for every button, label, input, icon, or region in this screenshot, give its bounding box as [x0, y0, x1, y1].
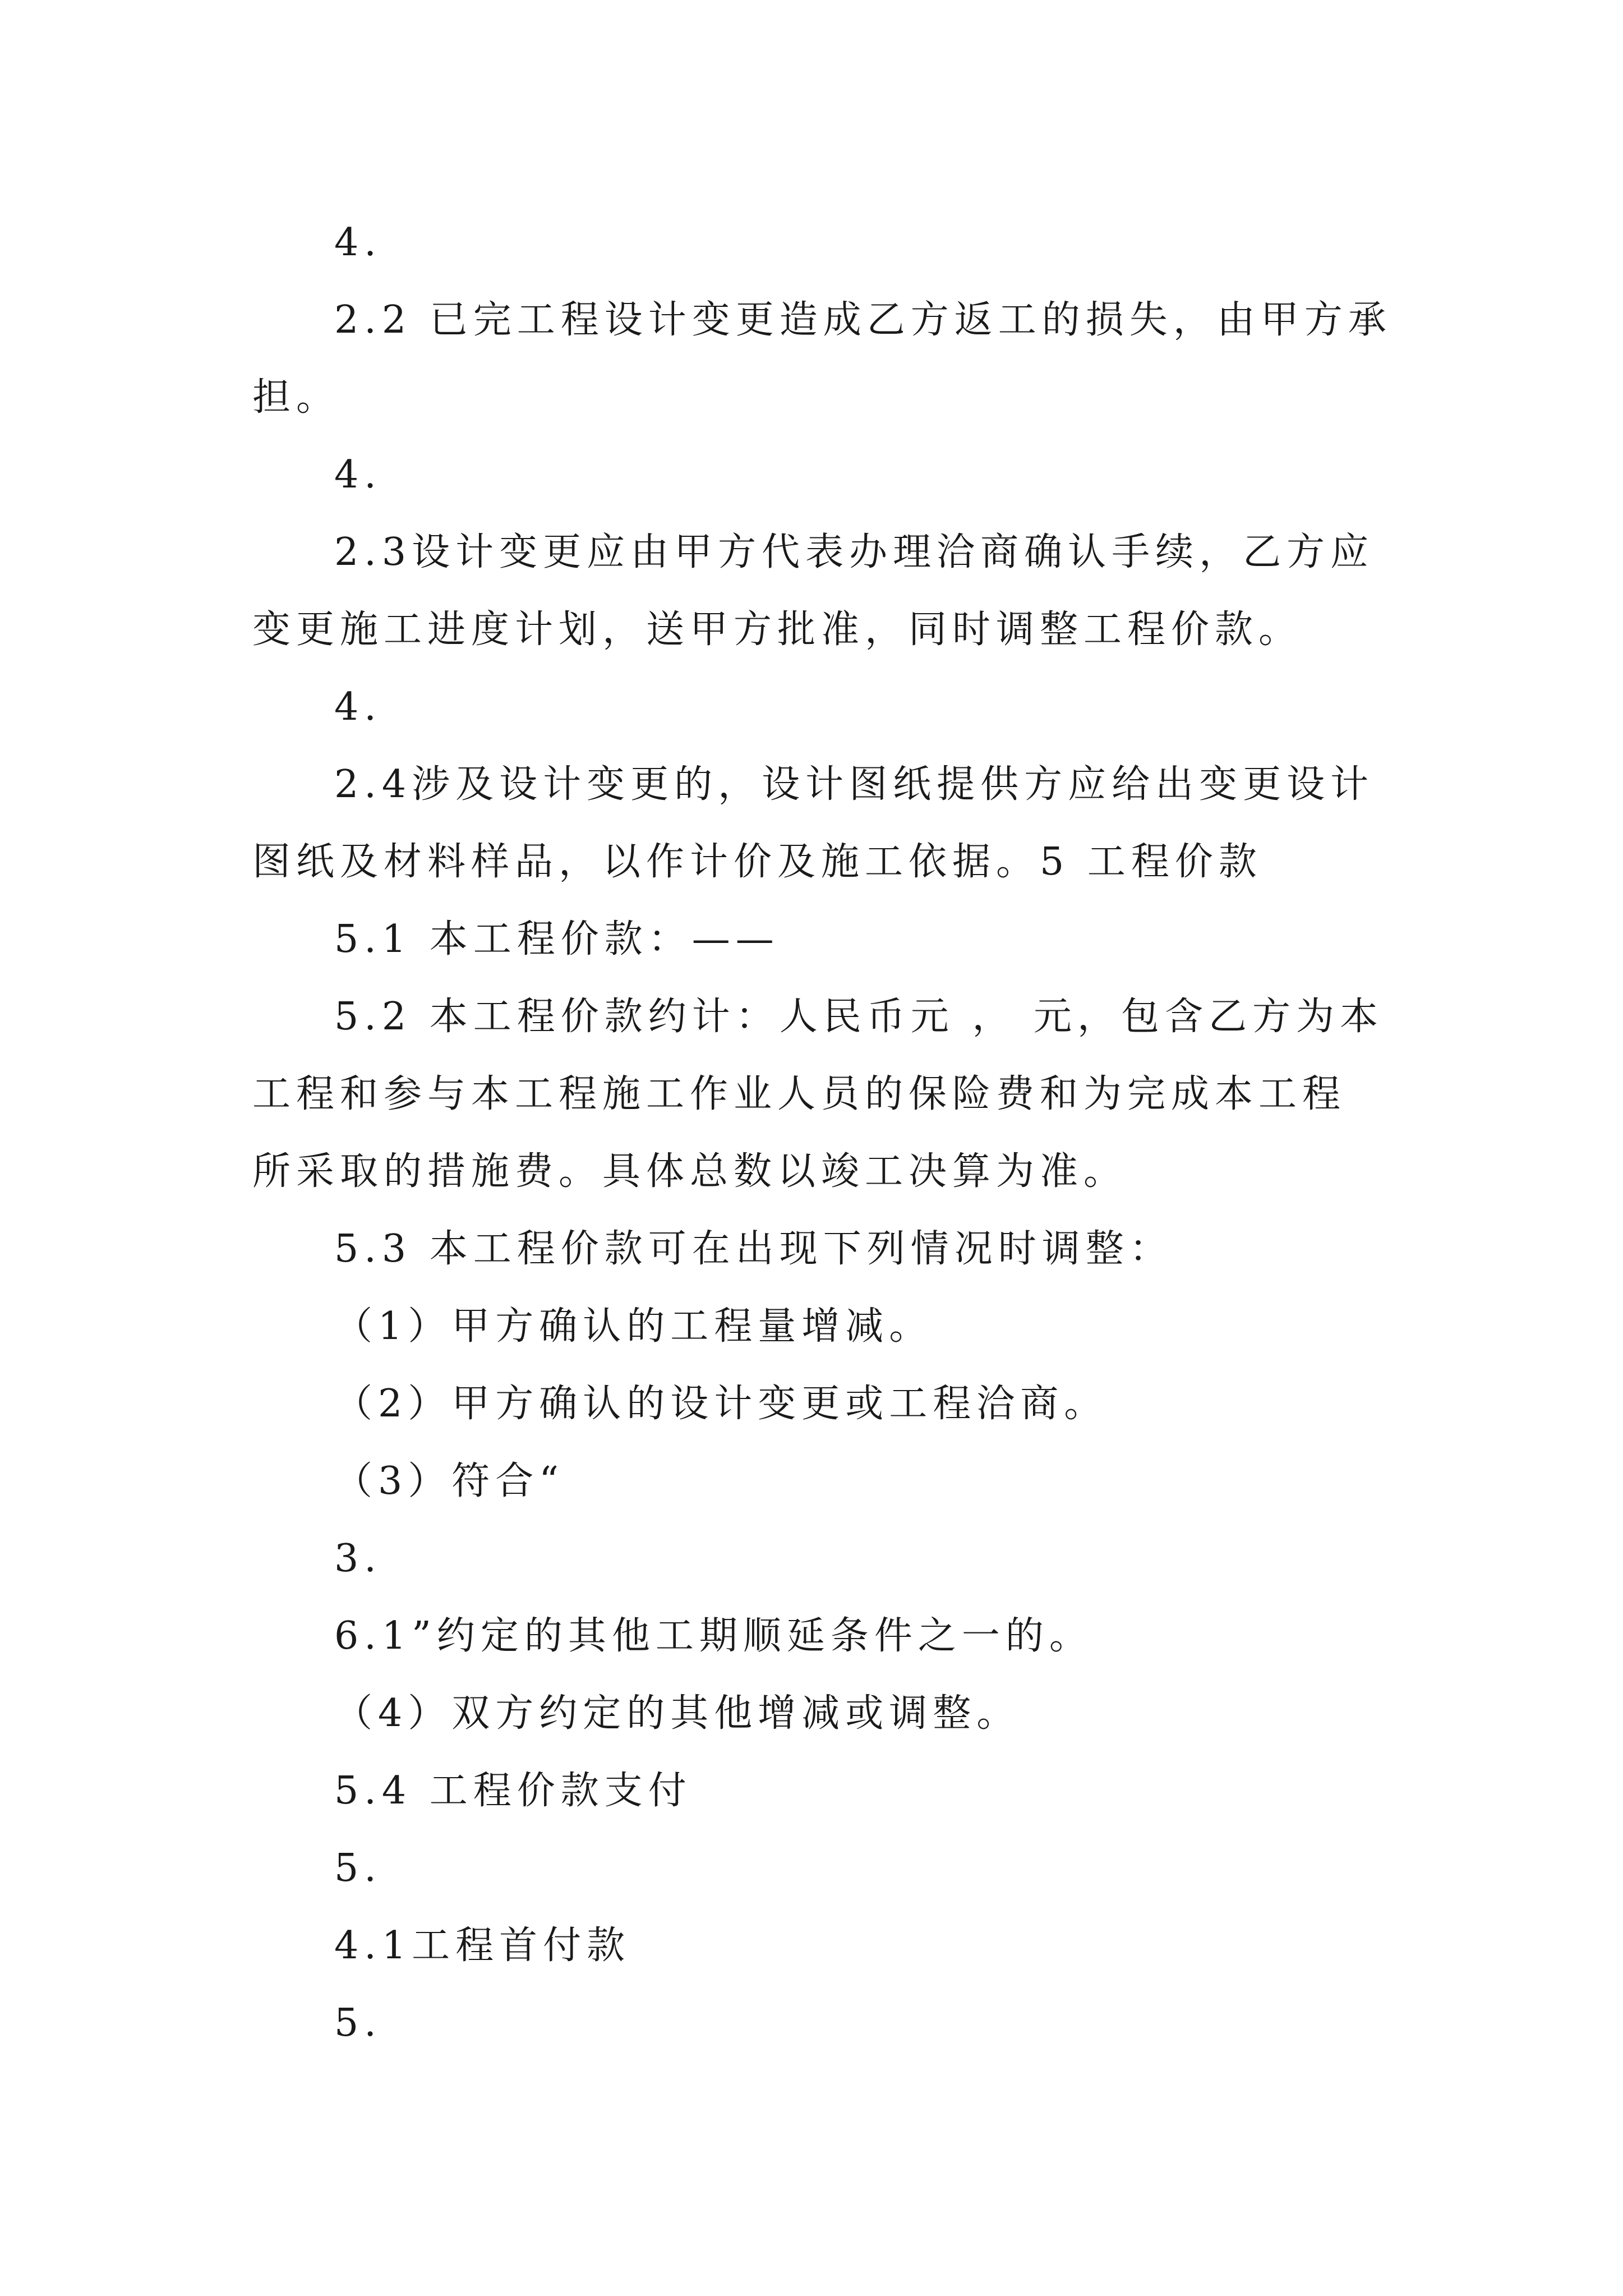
text-line: 4. — [334, 685, 382, 729]
text-line: 5.4 工程价款支付 — [334, 1769, 692, 1813]
text-line: 5. — [334, 1846, 382, 1890]
text-line: （3）符合“ — [334, 1459, 565, 1503]
text-line: 2.4涉及设计变更的，设计图纸提供方应给出变更设计 — [334, 762, 1375, 807]
text-line: （1）甲方确认的工程量增减。 — [334, 1304, 933, 1349]
text-line: 所采取的措施费。具体总数以竣工决算为准。 — [252, 1149, 1128, 1194]
text-line: 2.2 已完工程设计变更造成乙方返工的损失，由甲方承 — [334, 298, 1392, 342]
text-line: （2）甲方确认的设计变更或工程洽商。 — [334, 1382, 1108, 1426]
text-line: （4）双方约定的其他增减或调整。 — [334, 1691, 1021, 1736]
text-line: 图纸及材料样品，以作计价及施工依据。5 工程价款 — [252, 840, 1262, 884]
text-line: 5. — [334, 2001, 382, 2045]
text-line: 4.1工程首付款 — [334, 1924, 631, 1968]
text-line: 5.3 本工程价款可在出现下列情况时调整： — [334, 1227, 1173, 1271]
text-line: 5.2 本工程价款约计：人民币元 ， 元，包含乙方为本 — [334, 995, 1384, 1039]
text-line: 6.1”约定的其他工期顺延条件之一的。 — [334, 1614, 1093, 1658]
text-line: 工程和参与本工程施工作业人员的保险费和为完成本工程 — [252, 1072, 1347, 1116]
text-line: 4. — [334, 220, 382, 265]
text-line: 2.3设计变更应由甲方代表办理洽商确认手续，乙方应 — [334, 530, 1375, 574]
text-line: 4. — [334, 453, 382, 497]
text-line: 担。 — [252, 375, 340, 420]
text-line: 变更施工进度计划，送甲方批准，同时调整工程价款。 — [252, 608, 1303, 652]
text-line: 3. — [334, 1536, 382, 1581]
text-line: 5.1 本工程价款：—— — [334, 917, 780, 961]
